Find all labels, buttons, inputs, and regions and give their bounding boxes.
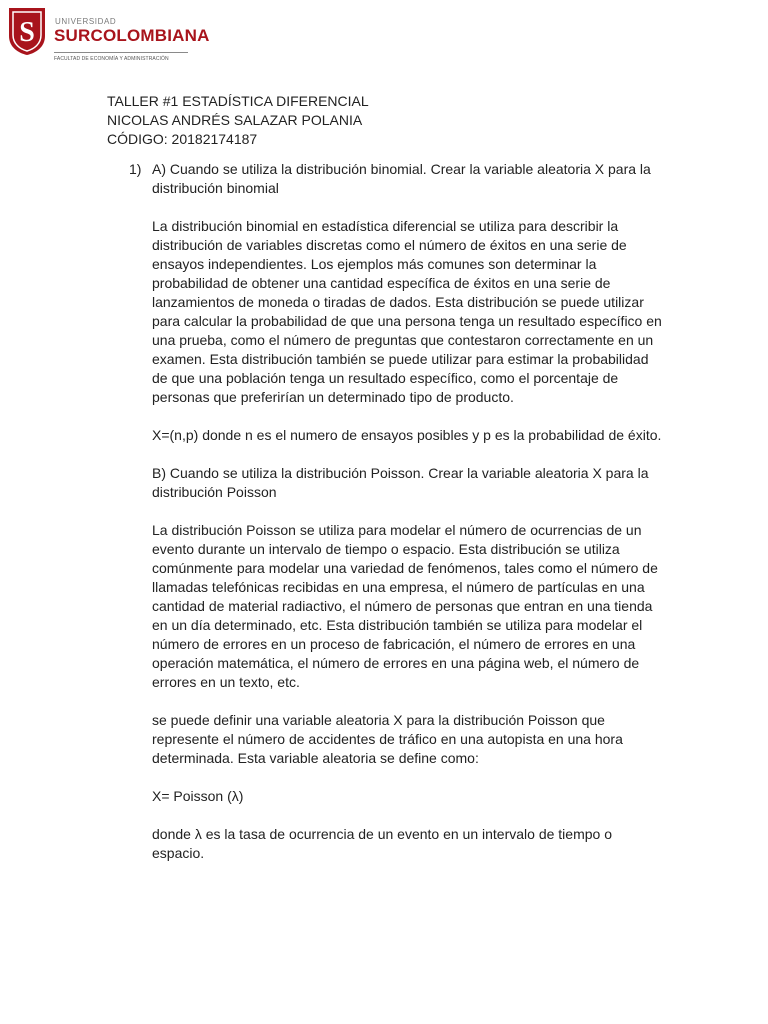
paragraph-poisson: La distribución Poisson se utiliza para modelar el número de ocurrencias de un evento durante un intervalo de tiempo o espacio. Esta distribución se utiliza comúnmente para modelar una variedad de fenómenos, tales como el número de llamadas telefónicas recibidas en una empresa, el número de partículas en una cantidad de material radiactivo, el número de personas que entran en una tienda en un día determinado, etc. Esta distribución también se utiliza para modelar el número de errores en un proceso de fabricación, el número de errores en una operación matemática, el número de errores en una página web, el número de errores en un texto, etc. [152, 522, 658, 690]
seal-letter: S [19, 17, 35, 48]
faculty-name: FACULTAD DE ECONOMÍA Y ADMINISTRACIÓN [54, 56, 169, 62]
university-logo [6, 6, 210, 68]
question-b: B) Cuando se utiliza la distribución Poisson. Crear la variable aleatoria X para la distribución Poisson [152, 465, 649, 500]
student-name: NICOLAS ANDRÉS SALAZAR POLANIA [107, 112, 363, 128]
university-seal-icon [6, 6, 48, 56]
question-a: A) Cuando se utiliza la distribución binomial. Crear la variable aleatoria X para la distribución binomial [152, 161, 651, 196]
paragraph-poisson-variable: se puede definir una variable aleatoria X para la distribución Poisson que represente el número de accidentes de tráfico en una autopista en una hora determinada. Esta variable aleatoria se define como: [152, 712, 623, 766]
paragraph-binomial: La distribución binomial en estadística diferencial se utiliza para describir la distribución de variables discretas como el número de éxitos en una serie de ensayos independientes. Los ejemplos más comunes son determinar la probabilidad de obtener una cantidad específica de éxitos en una serie de lanzamientos de moneda o tiradas de dados. Esta distribución se puede utilizar para calcular la probabilidad de que una persona tenga un resultado específico en una prueba, como el número de preguntas que contestaron correctamente en un examen. Esta distribución también se puede utilizar para estimar la probabilidad de que una población tenga un resultado específico, como el porcentaje de personas que preferirían un determinado tipo de producto. [152, 218, 662, 405]
university-label: UNIVERSIDAD [55, 17, 117, 26]
university-name: SURCOLOMBIANA [54, 26, 210, 45]
document-title: TALLER #1 ESTADÍSTICA DIFERENCIAL [107, 93, 369, 109]
logo-divider [54, 52, 188, 53]
binomial-variable: X=(n,p) donde n es el numero de ensayos posibles y p es la probabilidad de éxito. [152, 427, 662, 443]
poisson-formula: X= Poisson (λ) [152, 788, 244, 804]
lambda-definition: donde λ es la tasa de ocurrencia de un evento en un intervalo de tiempo o espacio. [152, 826, 612, 861]
document-body [152, 160, 664, 882]
list-number: 1) [129, 161, 142, 177]
student-code: CÓDIGO: 20182174187 [107, 131, 258, 147]
document-header [107, 92, 369, 149]
